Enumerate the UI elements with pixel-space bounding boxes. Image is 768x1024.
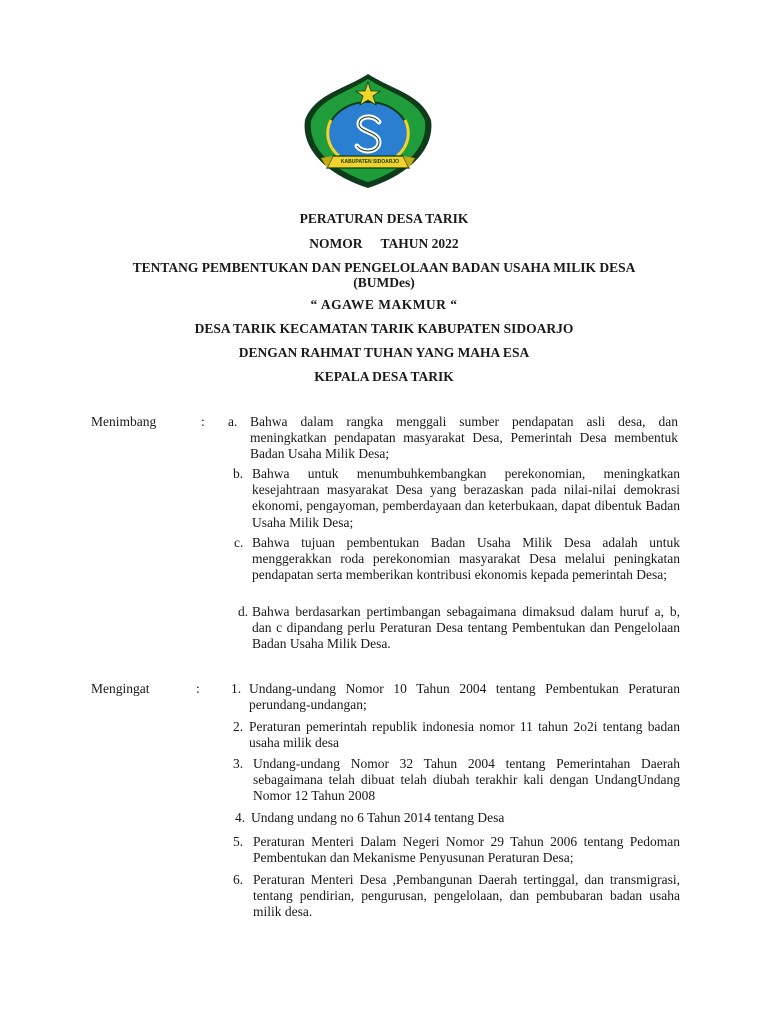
- desa-line: DESA TARIK KECAMATAN TARIK KABUPATEN SIDOARJO: [194, 321, 574, 336]
- document-title: PERATURAN DESA TARIK: [299, 211, 469, 226]
- item-marker: 1.: [231, 681, 242, 696]
- item-text: Undang-undang Nomor 10 Tahun 2004 tentang Pembentukan Peraturan perundang-undangan;: [249, 681, 680, 713]
- item-text: Bahwa tujuan pembentukan Badan Usaha Milik Desa adalah untuk menggerakkan roda perekonomian masyarakat Desa melalui peningkatan pendapatan serta memberikan kontribusi ekonomis kepada pemerintah Desa;: [252, 535, 680, 583]
- emblem-icon: [303, 72, 433, 190]
- item-text: Peraturan pemerintah republik indonesia nomor 11 tahun 2o2i tentang badan usaha milik desa: [249, 719, 680, 751]
- menimbang-colon: :: [201, 414, 205, 429]
- mengingat-item-6: [233, 872, 680, 922]
- item-text: Bahwa untuk menumbuhkembangkan perekonomian, meningkatkan kesejahtraan masyarakat Desa yang berazaskan pada nilai-nilai demokrasi ekonomi, pengayoman, pemberdayaan dan keterbukaan, dapat dibentuk Badan Usaha Milik Desa;: [252, 466, 680, 530]
- item-marker: d.: [238, 604, 249, 619]
- nomor-label: NOMOR: [309, 236, 363, 251]
- item-marker: a.: [228, 414, 238, 429]
- mengingat-label: Mengingat: [91, 681, 150, 696]
- item-marker: 5.: [233, 834, 244, 849]
- item-marker: c.: [234, 535, 244, 550]
- item-text: Peraturan Menteri Dalam Negeri Nomor 29 Tahun 2006 tentang Pedoman Pembentukan dan Mekanisme Penyusunan Peraturan Desa;: [253, 834, 680, 866]
- menimbang-label: Menimbang: [91, 414, 157, 429]
- tentang-heading: [0, 260, 768, 290]
- bumdes-name: “ AGAWE MAKMUR “: [310, 297, 458, 312]
- item-marker: 4.: [235, 810, 246, 825]
- menimbang-item-d: [238, 604, 680, 654]
- item-marker: 2.: [233, 719, 244, 734]
- item-marker: 3.: [233, 756, 244, 771]
- mengingat-item-1: [231, 681, 680, 715]
- item-text: Peraturan Menteri Desa ,Pembangunan Daerah tertinggal, dan transmigrasi, tentang pendirian, pengurusan, pengelolaan, dan pembubaran badan usaha milik desa.: [253, 872, 680, 920]
- item-text: Bahwa dalam rangka menggali sumber pendapatan asli desa, dan meningkatkan pendapatan masyarakat Desa, Pemerintah Desa membentuk Badan Usaha Milik Desa;: [250, 414, 678, 462]
- menimbang-item-a: [228, 414, 680, 464]
- tahun-label: TAHUN 2022: [380, 236, 459, 251]
- mengingat-item-3: [233, 756, 680, 806]
- mengingat-item-2: [233, 719, 680, 753]
- item-text: Bahwa berdasarkan pertimbangan sebagaimana dimaksud dalam huruf a, b, dan c dipandang perlu Peraturan Desa tentang Pembentukan dan Pengelolaan Badan Usaha Milik Desa.: [252, 604, 680, 652]
- item-text: Undang-undang Nomor 32 Tahun 2004 tentang Pemerintahan Daerah sebagaimana telah dibuat telah diubah terakhir kali dengan UndangUndang Nomor 12 Tahun 2008: [253, 756, 680, 804]
- item-marker: b.: [233, 466, 244, 481]
- menimbang-item-c: [234, 535, 680, 601]
- kabupaten-sidoarjo-logo: [303, 72, 433, 190]
- logo-banner-text: KABUPATEN SIDOARJO: [340, 159, 400, 165]
- item-text: Undang undang no 6 Tahun 2014 tentang Desa: [251, 810, 505, 825]
- tentang-line-1: TENTANG PEMBENTUKAN DAN PENGELOLAAN BADAN USAHA MILIK DESA: [132, 260, 636, 275]
- tentang-line-2: (BUMDes): [353, 275, 415, 290]
- kepala-desa-line: KEPALA DESA TARIK: [314, 369, 454, 384]
- mengingat-item-4: [235, 810, 680, 828]
- mengingat-item-5: [233, 834, 680, 868]
- item-marker: 6.: [233, 872, 244, 887]
- mengingat-colon: :: [196, 681, 200, 696]
- rahmat-line: DENGAN RAHMAT TUHAN YANG MAHA ESA: [238, 345, 530, 360]
- nomor-tahun-line: [0, 236, 768, 252]
- menimbang-item-b: [233, 466, 680, 532]
